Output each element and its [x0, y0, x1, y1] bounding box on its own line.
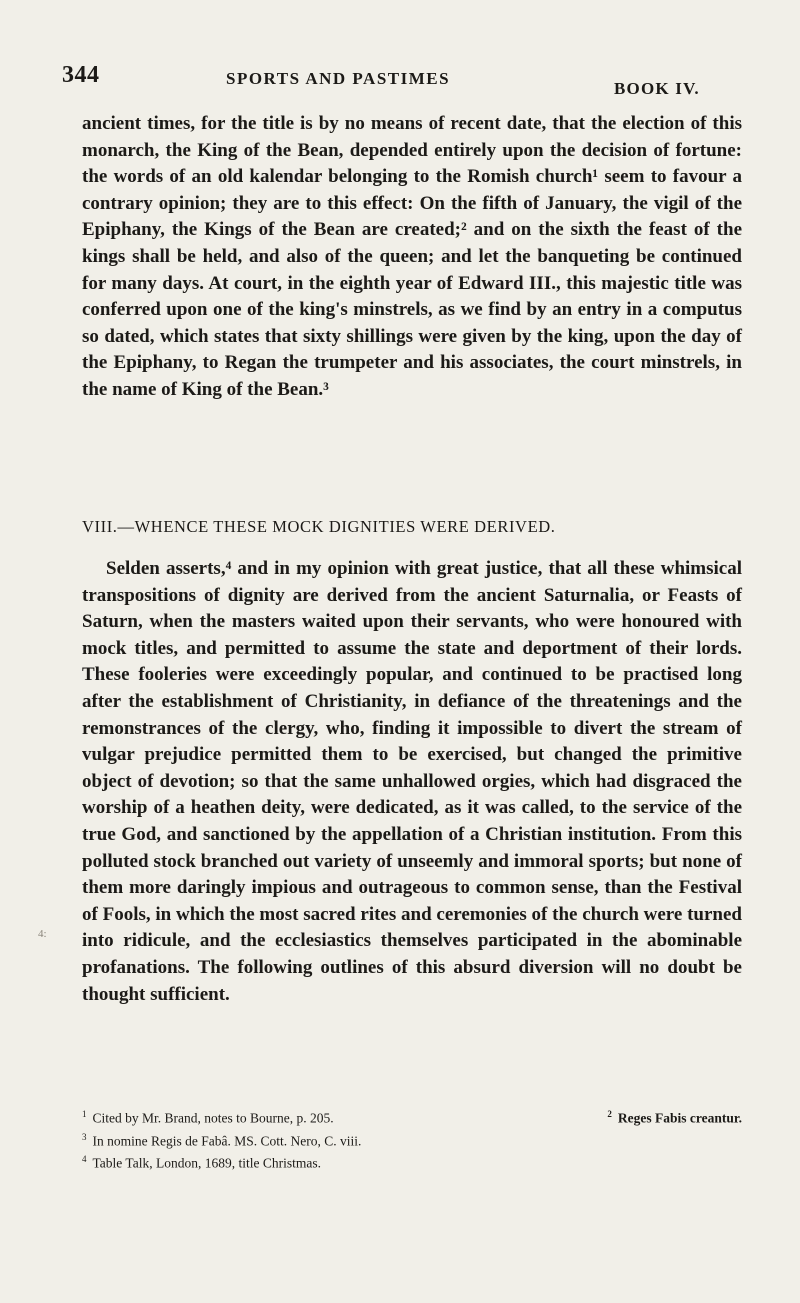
footnote-marker: 2	[607, 1109, 612, 1119]
footnote-text: Reges Fabis creantur.	[617, 1110, 742, 1126]
footnote-3	[82, 1128, 361, 1151]
book-label: BOOK IV.	[614, 79, 700, 98]
margin-mark: 4:	[38, 928, 47, 940]
footnote-text: Table Talk, London, 1689, title Christmas.	[92, 1155, 321, 1171]
footnote-2	[607, 1105, 742, 1128]
footnote-marker: 3	[82, 1131, 87, 1142]
page-number: 344	[62, 62, 100, 88]
footnote-text: In nomine Regis de Fabâ. MS. Cott. Nero, C. viii.	[92, 1133, 362, 1148]
footnote-row-3	[82, 1150, 742, 1173]
footnote-marker: 1	[82, 1109, 87, 1119]
footnote-1	[82, 1105, 334, 1128]
running-head: SPORTS AND PASTIMES	[226, 69, 451, 88]
footnote-row-1	[82, 1105, 742, 1128]
body-paragraph-1: ancient times, for the title is by no means of recent date, that the election of this monarch, the King of the Bean, depended entirely upon the decision of fortune: the words of an old kalendar belonging to the Romish church¹ seem to favour a contrary opinion; they are to this effect: On the fifth of January, the vigil of the Epiphany, the Kings of the Bean are created;² and on the sixth the feast of the kings shall be held, and also of the queen; and let the banqueting be continued for many days. At court, in the eighth year of Edward III., this majestic title was conferred upon one of the king's minstrels, as we find by an entry in a computus so dated, which states that sixty shillings were given by the king, upon the day of the Epiphany, to Regan the trumpeter and his associates, the court minstrels, in the name of King of the Bean.³	[82, 113, 742, 400]
footnote-row-2	[82, 1128, 742, 1151]
section-heading: VIII.—WHENCE THESE MOCK DIGNITIES WERE DERIVED.	[82, 517, 556, 536]
footnote-marker: 4	[82, 1154, 87, 1164]
footnotes	[82, 1105, 742, 1173]
footnote-4	[82, 1150, 321, 1173]
body-paragraph-2: Selden asserts,⁴ and in my opinion with great justice, that all these whimsical transpositions of dignity are derived from the ancient Saturnalia, or Feasts of Saturn, when the masters waited upon their servants, who were honoured with mock titles, and permitted to assume the state and deportment of their lords. These fooleries were exceedingly popular, and continued to be practised long after the establishment of Christianity, in defiance of the threatenings and the remonstrances of the clergy, who, finding it impossible to divert the stream of vulgar prejudice permitted them to be exercised, but changed the primitive object of devotion; so that the same unhallowed orgies, which had disgraced the worship of a heathen deity, were dedicated, as it was called, to the service of the true God, and sanctioned by the appellation of a Christian institution. From this polluted stock branched out variety of unseemly and immoral sports; but none of them more daringly impious and outrageous to common sense, than the Festival of Fools, in which the most sacred rites and ceremonies of the church were turned into ridicule, and the ecclesiastics themselves participated in the abominable profanations. The following outlines of this absurd diversion will no doubt be thought sufficient.	[82, 558, 742, 1005]
footnote-text: Cited by Mr. Brand, notes to Bourne, p. 205.	[92, 1110, 334, 1126]
